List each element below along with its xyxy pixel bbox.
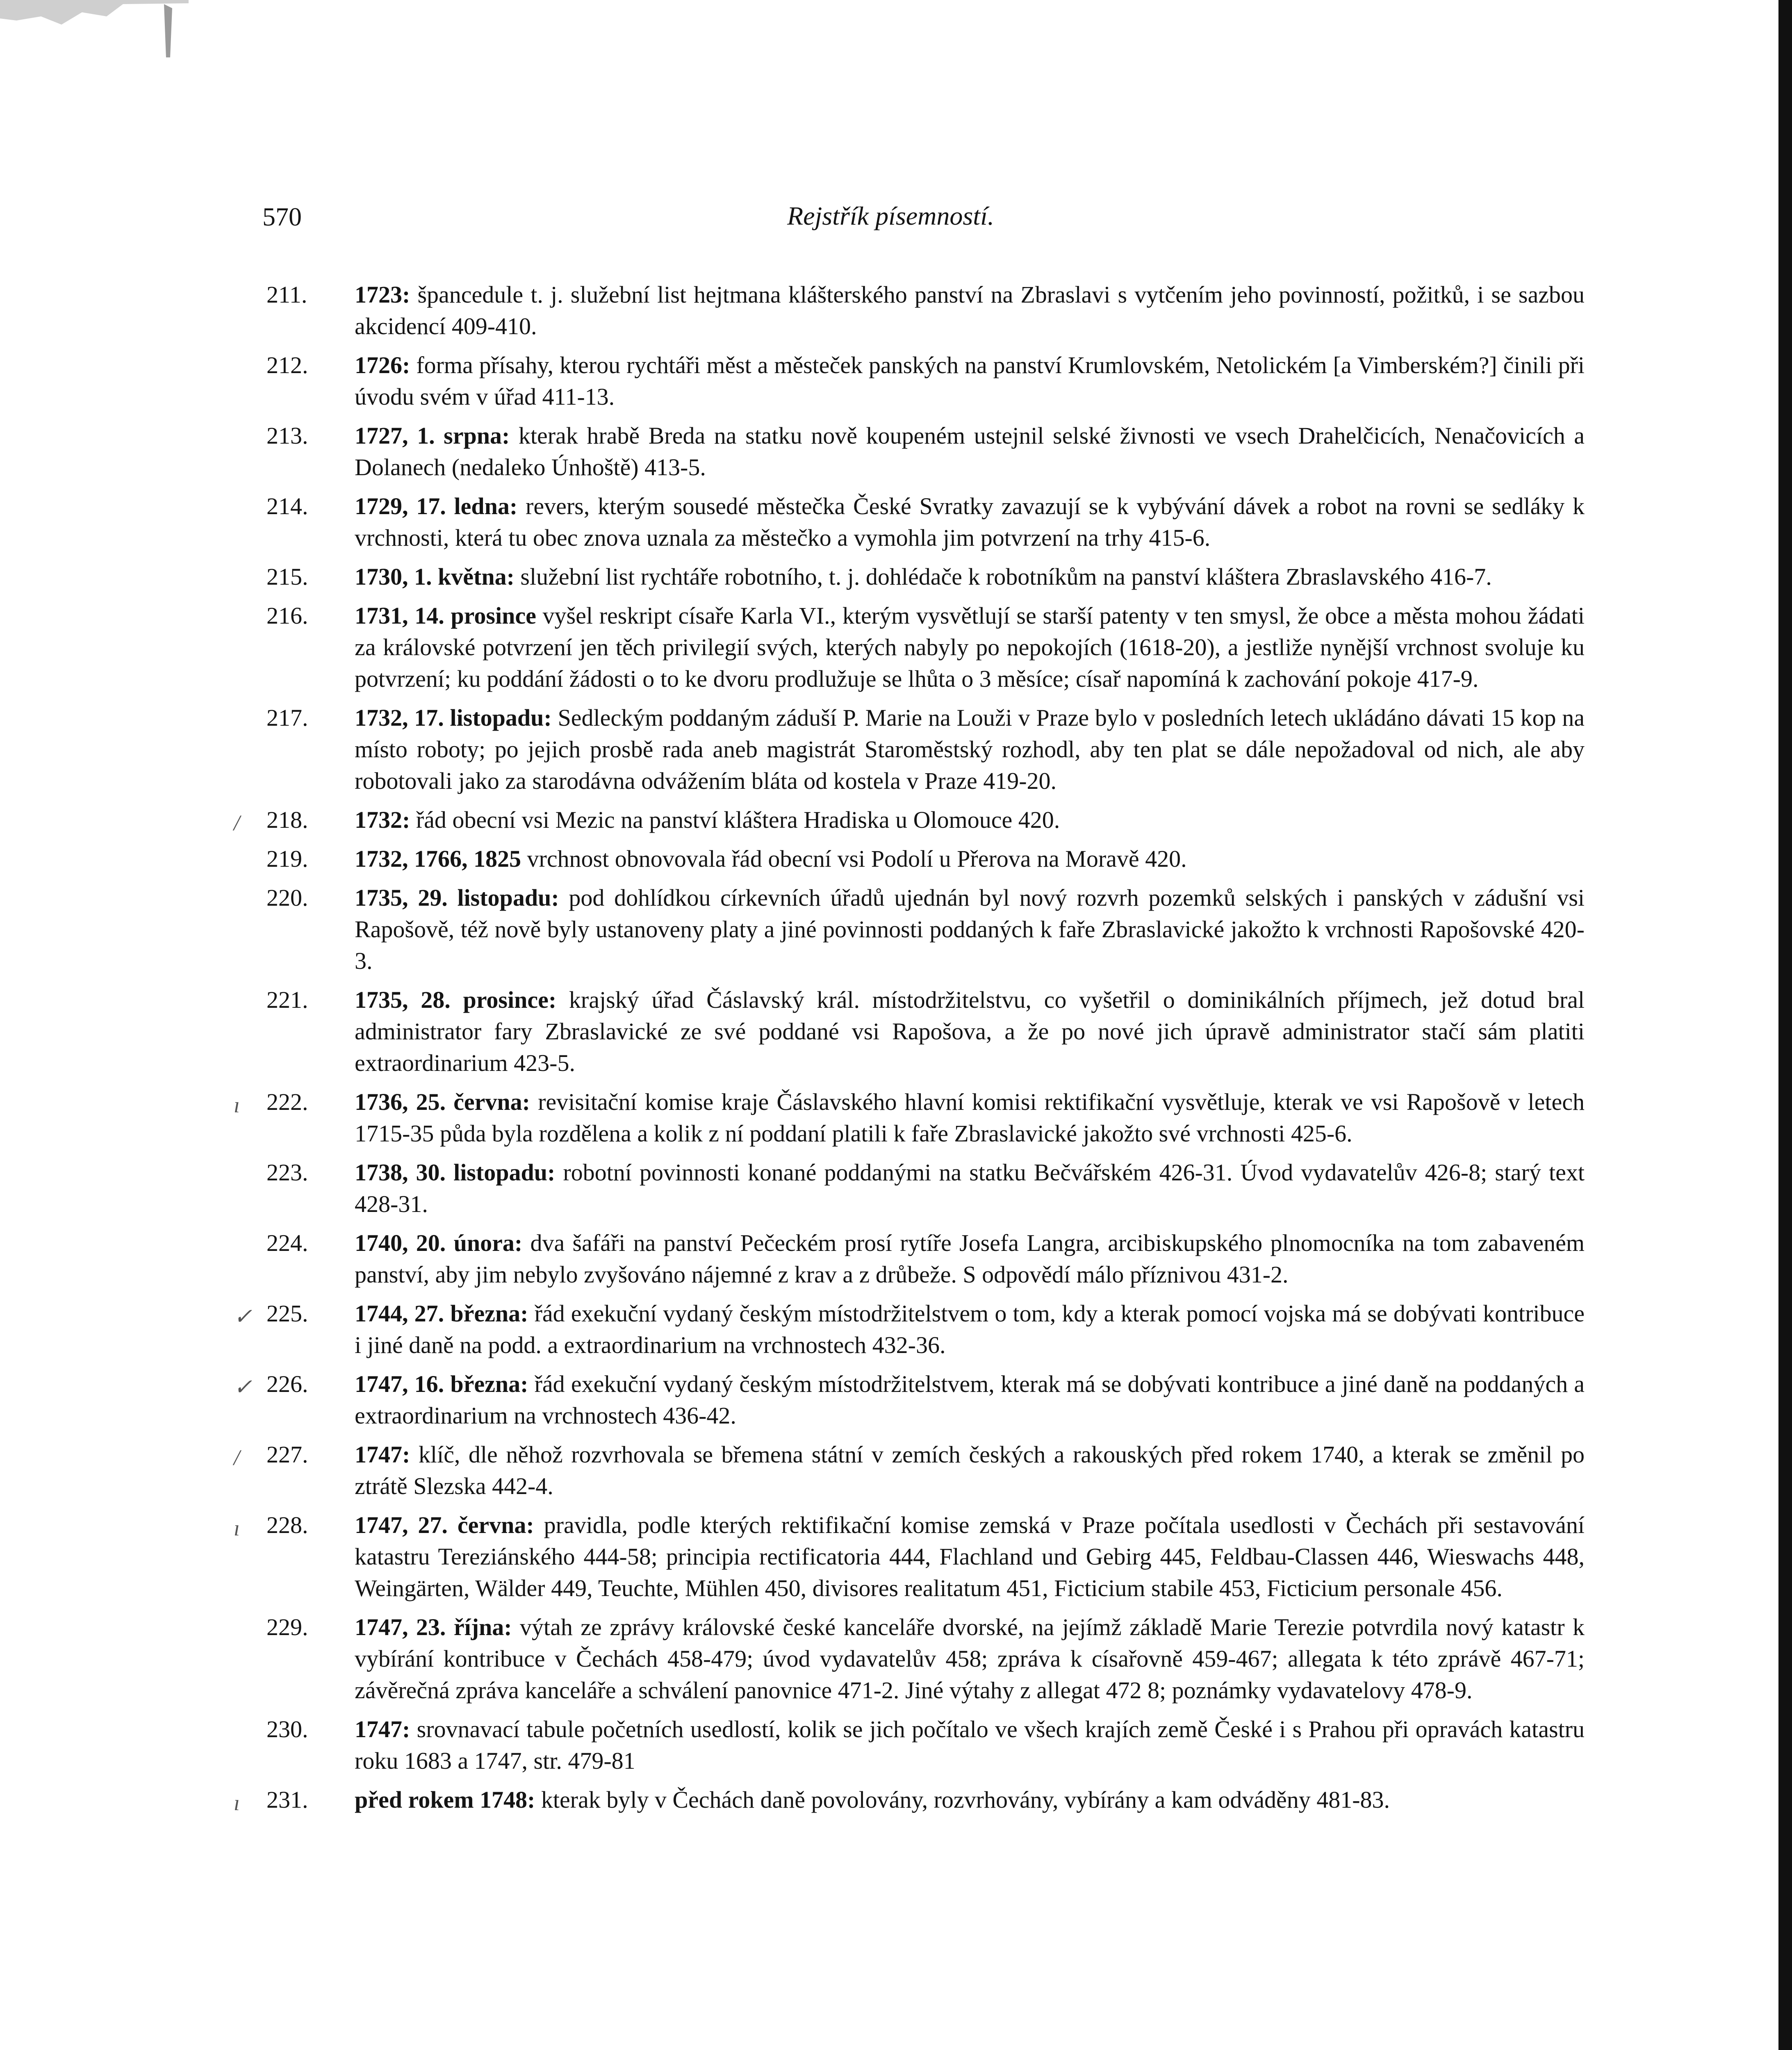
- register-entry: [266, 279, 1585, 342]
- entry-date: 1747, 27. června:: [355, 1512, 534, 1538]
- entry-description: forma přísahy, kterou rychtáři měst a městeček panských na panství Krumlovském, Netolickém [a Vimberském?] činili při úvodu svém v úřad 411-13.: [355, 352, 1585, 410]
- entry-number: 215.: [266, 563, 308, 590]
- entry-number: 219.: [266, 845, 308, 872]
- pencil-mark: ✓: [234, 1375, 253, 1399]
- pencil-mark: ı: [234, 1790, 240, 1815]
- entry-date: před rokem 1748:: [355, 1786, 535, 1813]
- entry-number: 218.: [266, 806, 308, 833]
- entry-number: 214.: [266, 493, 308, 519]
- entry-number: 229.: [266, 1614, 308, 1640]
- register-list: [234, 279, 1585, 1823]
- entry-number: 227.: [266, 1441, 308, 1468]
- entry-description: srovnavací tabule početních usedlostí, kolik se jich počítalo ve všech krajích země České i s Prahou při opravách katastru roku 1683 a 1747, str. 479-81: [355, 1716, 1585, 1774]
- entry-date: 1747, 16. března:: [355, 1371, 528, 1397]
- pencil-mark: ✓: [234, 1304, 253, 1329]
- entry-date: 1738, 30. listopadu:: [355, 1159, 556, 1186]
- entry-text: [355, 843, 1585, 875]
- register-entry: [266, 1157, 1585, 1220]
- entry-date: 1735, 28. prosince:: [355, 986, 557, 1013]
- entry-number: 221.: [266, 986, 308, 1013]
- entry-number: 230.: [266, 1716, 308, 1742]
- entry-text: [355, 279, 1585, 342]
- entry-text: [355, 490, 1585, 554]
- entry-description: dva šafáři na panství Pečeckém prosí rytíře Josefa Langra, arcibiskupského plnomocníka na tom zabaveném panství, aby jim nebylo zvyšováno nájemné z krav a z drůbeže. S odpovědí málo příznivou 431-2.: [355, 1230, 1585, 1288]
- entry-text: [355, 702, 1585, 797]
- entry-text: [355, 600, 1585, 695]
- entry-date: 1747:: [355, 1716, 410, 1742]
- pencil-mark: /: [234, 811, 240, 835]
- entry-description: řád exekuční vydaný českým místodržitelstvem, kterak má se dobývati kontribuce a jiné daně na poddaných a extraordinarium na vrchnostech 436-42.: [355, 1371, 1585, 1429]
- entry-description: řád exekuční vydaný českým místodržitelstvem o tom, kdy a kterak pomocí vojska má se dobývati kontribuce i jiné daně na podd. a extraordinarium na vrchnostech 432-36.: [355, 1300, 1585, 1358]
- pencil-mark: ı: [234, 1093, 240, 1117]
- register-entry: [266, 490, 1585, 554]
- pencil-mark: ı: [234, 1516, 240, 1540]
- entry-description: vyšel reskript císaře Karla VI., kterým vysvětlují se starší patenty v ten smysl, že obce a města mohou žádati za královské potvrzení jen těch privilegií svých, kterých nabyly po nepokojích (1618-20), a jestliže nynější vrchnost svoluje ku potvrzení; ku poddání žádosti o to ke dvoru prodlužuje se lhůta o 3 měsíce; císař napomíná k zachování pokoje 417-9.: [355, 602, 1585, 692]
- register-entry: [266, 702, 1585, 797]
- pencil-mark: /: [234, 1445, 240, 1470]
- page-number: 570: [262, 202, 302, 231]
- entry-text: [355, 561, 1585, 592]
- register-entry: [266, 882, 1585, 977]
- entry-description: služební list rychtáře robotního, t. j. dohlédače k robotníkům na panství kláštera Zbraslavského 416-7.: [520, 563, 1492, 590]
- register-entry: [234, 1509, 1585, 1604]
- entry-number: 223.: [266, 1159, 308, 1186]
- entry-date: 1747, 23. října:: [355, 1614, 512, 1640]
- entry-text: [355, 420, 1585, 483]
- entry-text: [355, 1439, 1585, 1502]
- entry-date: 1727, 1. srpna:: [355, 422, 510, 449]
- entry-date: 1732, 1766, 1825: [355, 845, 521, 872]
- entry-date: 1726:: [355, 352, 410, 378]
- entry-text: [355, 1713, 1585, 1777]
- entry-description: krajský úřad Čáslavský král. místodržitelstvu, co vyšetřil o dominikálních příjmech, jež dotud bral administrator fary Zbraslavické ze své poddané vsi Rapošova, a že po nové jich úpravě administrator stačí sám platiti extraordinarium 423-5.: [355, 986, 1585, 1076]
- entry-text: [355, 1157, 1585, 1220]
- entry-date: 1732:: [355, 806, 410, 833]
- entry-text: [355, 1784, 1585, 1815]
- entry-number: 212.: [266, 352, 308, 378]
- entry-date: 1723:: [355, 281, 410, 308]
- entry-date: 1744, 27. března:: [355, 1300, 528, 1327]
- register-entry: [234, 804, 1585, 836]
- register-entry: [266, 1713, 1585, 1777]
- entry-date: 1735, 29. listopadu:: [355, 884, 559, 911]
- entry-description: pod dohlídkou církevních úřadů ujednán byl nový rozvrh pozemků selských i panských v zádušní vsi Rapošově, též nově byly ustanoveny platy a jiné povinnosti poddaných k faře Zbraslavické jakožto k vrchnosti Rapošovské 420-3.: [355, 884, 1585, 974]
- register-entry: [234, 1298, 1585, 1361]
- register-entry: [266, 349, 1585, 412]
- entry-date: 1732, 17. listopadu:: [355, 704, 552, 731]
- register-entry: [266, 600, 1585, 695]
- entry-text: [355, 1509, 1585, 1604]
- entry-text: [355, 984, 1585, 1079]
- running-title: Rejstřík písemností.: [787, 201, 994, 230]
- entry-description: špancedule t. j. služební list hejtmana klášterského panství na Zbraslavi s vytčením jeho povinností, požitků, i se sazbou akcidencí 409-410.: [355, 281, 1585, 339]
- entry-text: [355, 882, 1585, 977]
- register-entry: [266, 561, 1585, 592]
- entry-description: vrchnost obnovovala řád obecní vsi Podolí u Přerova na Moravě 420.: [527, 845, 1187, 872]
- scan-border-right: [1778, 0, 1792, 2050]
- entry-description: klíč, dle něhož rozvrhovala se břemena státní v zemích českých a rakouských před rokem 1740, a kterak se změnil po ztrátě Slezska 442-4.: [355, 1441, 1585, 1499]
- entry-text: [355, 1086, 1585, 1149]
- entry-description: robotní povinnosti konané poddanými na statku Bečvářském 426-31. Úvod vydavatelův 426-8; starý text 428-31.: [355, 1159, 1585, 1217]
- entry-description: Sedleckým poddaným záduší P. Marie na Louži v Praze bylo v posledních letech ukládáno dávati 15 kop na místo roboty; po jejich prosbě rada aneb magistrát Staroměstský rozhodl, aby ten plat se dále nepožadoval od nich, ale aby robotovali jako za starodávna odvážením bláta od kostela v Praze 419-20.: [355, 704, 1585, 794]
- entry-number: 231.: [266, 1786, 308, 1813]
- entry-number: 228.: [266, 1512, 308, 1538]
- entry-date: 1747:: [355, 1441, 410, 1468]
- entry-text: [355, 1298, 1585, 1361]
- entry-text: [355, 804, 1585, 836]
- register-entry: [266, 843, 1585, 875]
- entry-text: [355, 1227, 1585, 1290]
- entry-description: kterak byly v Čechách daně povolovány, rozvrhovány, vybírány a kam odváděny 481-83.: [541, 1786, 1390, 1813]
- entry-number: 211.: [266, 281, 307, 308]
- register-entry: [234, 1784, 1585, 1815]
- entry-description: pravidla, podle kterých rektifikační komise zemská v Praze počítala usedlosti v Čechách při sestavování katastru Tereziánského 444-58; principia rectificatoria 444, Flachland und Gebirg 445, Feldbau-Classen 446, Wieswachs 448, Weingärten, Wälder 449, Teuchte, Mühlen 450, divisores realitatum 451, Ficticium stabile 453, Ficticium personale 456.: [355, 1512, 1585, 1601]
- entry-description: revers, kterým sousedé městečka České Svratky zavazují se k vybývání dávek a robot na rovni se sedláky k vrchnosti, která tu obec znova uznala za městečko a vymohla jim potvrzení na trhy 415-6.: [355, 493, 1585, 551]
- entry-number: 226.: [266, 1371, 308, 1397]
- entry-text: [355, 1611, 1585, 1706]
- entry-number: 213.: [266, 422, 308, 449]
- register-entry: [234, 1086, 1585, 1149]
- register-entry: [234, 1368, 1585, 1431]
- entry-date: 1736, 25. června:: [355, 1089, 530, 1115]
- entry-date: 1729, 17. ledna:: [355, 493, 518, 519]
- register-entry: [266, 1227, 1585, 1290]
- register-entry: [234, 1439, 1585, 1502]
- entry-description: výtah ze zprávy královské české kanceláře dvorské, na jejímž základě Marie Terezie potvrdila nový katastr k vybírání kontribuce v Čechách 458-479; úvod vydavatelův 458; zpráva k císařovně 459-467; allegata k této zprávě 467-71; závěrečná zpráva kanceláře a schválení panovnice 471-2. Jiné výtahy z allegat 472 8; poznámky vydavatelovy 478-9.: [355, 1614, 1585, 1704]
- entry-number: 224.: [266, 1230, 308, 1256]
- entry-number: 225.: [266, 1300, 308, 1327]
- entry-date: 1730, 1. května:: [355, 563, 515, 590]
- entry-text: [355, 349, 1585, 412]
- entry-number: 216.: [266, 602, 308, 629]
- entry-description: kterak hrabě Breda na statku nově koupeném ustejnil selské živnosti ve vsech Drahelčicích, Nenačovicích a Dolanech (nedaleko Únhoště) 413-5.: [355, 422, 1585, 481]
- entry-number: 220.: [266, 884, 308, 911]
- scan-corner-mark: [0, 0, 189, 61]
- entry-text: [355, 1368, 1585, 1431]
- entry-description: řád obecní vsi Mezic na panství kláštera Hradiska u Olomouce 420.: [416, 806, 1060, 833]
- entry-date: 1740, 20. února:: [355, 1230, 523, 1256]
- entry-date: 1731, 14. prosince: [355, 602, 536, 629]
- register-entry: [266, 1611, 1585, 1706]
- entry-description: revisitační komise kraje Čáslavského hlavní komisi rektifikační vysvětluje, kterak ve vsi Rapošově v letech 1715-35 půda byla rozdělena a kolik z ní poddaní platili k faře Zbraslavické jakožto své vrchnosti 425-6.: [355, 1089, 1585, 1147]
- entry-number: 217.: [266, 704, 308, 731]
- entry-number: 222.: [266, 1089, 308, 1115]
- register-entry: [266, 984, 1585, 1079]
- register-entry: [266, 420, 1585, 483]
